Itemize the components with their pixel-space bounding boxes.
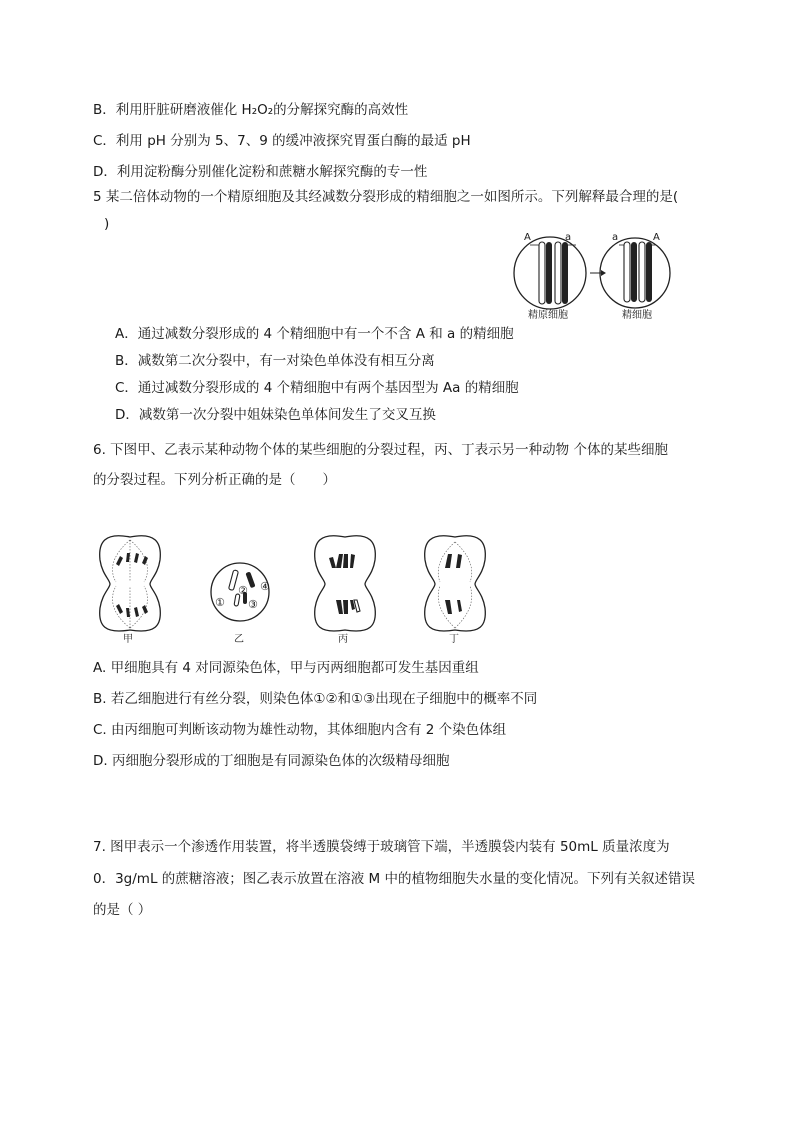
chrom-num-1: ①	[215, 596, 225, 609]
q6-option-a: A. 甲细胞具有 4 对同源染色体，甲与丙两细胞都可发生基因重组	[93, 660, 479, 676]
label-jia: 甲	[123, 634, 133, 645]
label-yi: 乙	[234, 634, 244, 645]
q5-stem-line2: )	[104, 216, 110, 232]
q5-option-b: B．减数第二次分裂中，有一对染色单体没有相互分离	[115, 353, 435, 369]
chromosome-pair-right	[619, 242, 656, 302]
arrow-icon	[590, 270, 606, 276]
gene-label-a-right: a	[612, 232, 619, 243]
q5-option-a: A．通过减数分裂形成的 4 个精细胞中有一个不含 A 和 a 的精细胞	[115, 326, 514, 342]
q5-option-d: D．减数第一次分裂中姐妹染色单体间发生了交叉互换	[115, 407, 436, 423]
gene-label-A-right: A	[653, 232, 660, 243]
cell-jia	[100, 536, 161, 631]
q6-option-d: D. 丙细胞分裂形成的丁细胞是有同源染色体的次级精母细胞	[93, 753, 450, 769]
option-d-prev: D．利用淀粉酶分别催化淀粉和蔗糖水解探究酶的专一性	[93, 164, 428, 180]
q6-option-b: B. 若乙细胞进行有丝分裂，则染色体①②和①③出现在子细胞中的概率不同	[93, 691, 538, 707]
label-sperm-cell: 精细胞	[622, 310, 652, 321]
chrom-num-2: ②	[238, 584, 248, 597]
q7-stem-line2: 0．3g/mL 的蔗糖溶液；图乙表示放置在溶液 M 中的植物细胞失水量的变化情况。下列有关叙述错误	[93, 871, 695, 887]
q5-stem-line1: 5 某二倍体动物的一个精原细胞及其经减数分裂形成的精细胞之一如图所示。下列解释最合理的是(	[93, 189, 679, 205]
q7-stem-line3: 的是（ ）	[93, 902, 152, 918]
label-ding: 丁	[449, 634, 459, 645]
q6-option-c: C. 由丙细胞可判断该动物为雄性动物，其体细胞内含有 2 个染色体组	[93, 722, 507, 738]
label-spermatogonium: 精原细胞	[528, 310, 568, 321]
cell-bing	[315, 536, 376, 631]
cell-ding	[425, 536, 486, 631]
q5-option-c: C．通过减数分裂形成的 4 个精细胞中有两个基因型为 Aa 的精细胞	[115, 380, 519, 396]
gene-label-A-left: A	[524, 232, 531, 243]
q6-figure	[100, 532, 500, 642]
q7-stem-line1: 7. 图甲表示一个渗透作用装置，将半透膜袋缚于玻璃管下端，半透膜袋内装有 50mL 质量浓度为	[93, 839, 670, 855]
gene-label-a-left: a	[565, 232, 572, 243]
chromosome-pair-left	[530, 242, 576, 304]
chrom-num-4: ④	[260, 580, 270, 593]
chrom-num-3: ③	[248, 598, 258, 611]
label-bing: 丙	[338, 634, 348, 645]
q6-stem-line1: 6. 下图甲、乙表示某种动物个体的某些细胞的分裂过程，丙、丁表示另一种动物 个体的某些细胞	[93, 442, 668, 458]
q6-stem-line2: 的分裂过程。下列分析正确的是（ ）	[93, 472, 336, 488]
option-c-prev: C．利用 pH 分别为 5、7、9 的缓冲液探究胃蛋白酶的最适 pH	[93, 133, 471, 149]
option-b-prev: B．利用肝脏研磨液催化 H₂O₂的分解探究酶的高效性	[93, 102, 409, 118]
